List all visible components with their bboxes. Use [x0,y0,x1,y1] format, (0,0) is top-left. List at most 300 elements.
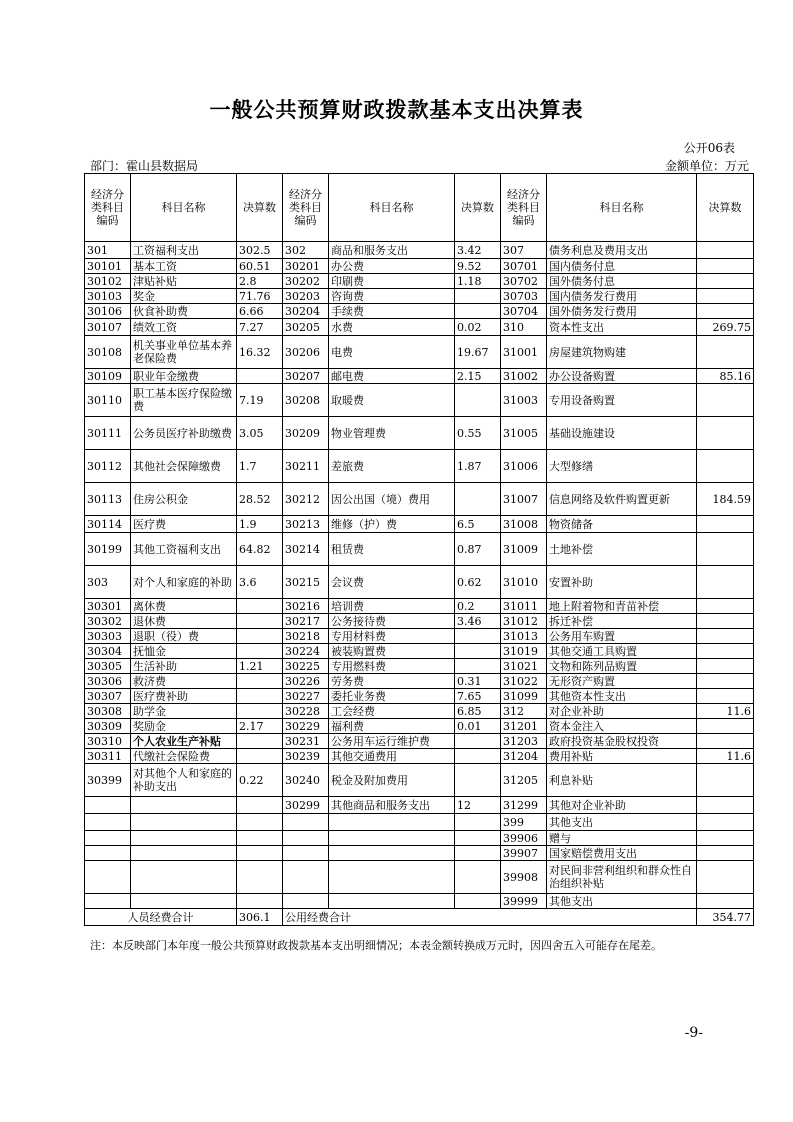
item-name-cell: 退休费 [131,614,237,629]
amount-cell: 2.17 [237,719,283,734]
code-cell: 30218 [283,629,329,644]
amount-cell: 7.27 [237,319,283,336]
table-row [85,644,754,659]
item-name-cell: 公务员医疗补助缴费 [131,417,237,450]
code-cell: 30214 [283,533,329,566]
code-cell: 30106 [85,304,131,319]
table-row [85,289,754,304]
item-name-cell: 专用材料费 [329,629,455,644]
table-row [85,814,754,831]
code-cell: 30240 [283,764,329,797]
code-cell: 31204 [501,749,547,764]
amount-cell [697,242,754,259]
item-name-cell: 劳务费 [329,674,455,689]
amount-cell [697,533,754,566]
item-name-cell: 其他支出 [547,814,697,831]
code-cell [283,814,329,831]
code-cell: 399 [501,814,547,831]
amount-cell: 3.42 [455,242,501,259]
code-cell: 31022 [501,674,547,689]
code-cell: 30225 [283,659,329,674]
amount-cell: 71.76 [237,289,283,304]
amount-cell: 19.67 [455,336,501,369]
code-cell: 30228 [283,704,329,719]
code-cell: 31006 [501,450,547,483]
code-cell: 39906 [501,831,547,846]
amount-cell: 7.19 [237,384,283,417]
code-cell: 30299 [283,797,329,814]
code-cell: 30704 [501,304,547,319]
item-name-cell: 维修（护）费 [329,516,455,533]
amount-cell: 0.62 [455,566,501,599]
table-row [85,319,754,336]
code-cell: 31299 [501,797,547,814]
amount-cell [455,629,501,644]
amount-cell [237,674,283,689]
table-row [85,831,754,846]
item-name-cell: 无形资产购置 [547,674,697,689]
code-cell: 30703 [501,289,547,304]
amount-cell [697,846,754,861]
item-name-cell: 拆迁补偿 [547,614,697,629]
code-cell: 30215 [283,566,329,599]
item-name-cell: 文物和陈列品购置 [547,659,697,674]
code-cell: 30229 [283,719,329,734]
code-cell: 31099 [501,689,547,704]
item-name-cell [131,831,237,846]
table-row [85,704,754,719]
code-cell: 30301 [85,599,131,614]
amount-cell: 11.6 [697,749,754,764]
code-cell: 31001 [501,336,547,369]
code-cell: 30199 [85,533,131,566]
item-name-cell: 公务用车购置 [547,629,697,644]
item-name-cell: 医疗费 [131,516,237,533]
item-name-cell: 国内债务发行费用 [547,289,697,304]
code-cell: 31007 [501,483,547,516]
code-cell: 30399 [85,764,131,797]
code-cell: 30701 [501,259,547,274]
item-name-cell: 奖励金 [131,719,237,734]
code-cell: 30213 [283,516,329,533]
amount-cell [697,894,754,909]
table-row [85,274,754,289]
code-cell: 30212 [283,483,329,516]
amount-cell [237,894,283,909]
amount-cell [697,814,754,831]
amount-cell [237,749,283,764]
amount-cell [237,846,283,861]
code-cell: 30227 [283,689,329,704]
code-cell: 31002 [501,369,547,384]
code-cell: 39908 [501,861,547,894]
item-name-cell: 商品和服务支出 [329,242,455,259]
form-number: 公开06表 [683,141,735,155]
item-name-cell: 职工基本医疗保险缴费 [131,384,237,417]
code-cell: 30201 [283,259,329,274]
table-row [85,797,754,814]
amount-cell: 0.02 [455,319,501,336]
item-name-cell: 因公出国（境）费用 [329,483,455,516]
amount-cell: 302.5 [237,242,283,259]
personnel-total-value: 306.1 [237,909,283,926]
table-row [85,450,754,483]
amount-cell [237,814,283,831]
amount-cell [697,644,754,659]
amount-cell: 28.52 [237,483,283,516]
item-name-cell [329,846,455,861]
item-name-cell: 资本金注入 [547,719,697,734]
item-name-cell: 福利费 [329,719,455,734]
item-name-cell: 公务用车运行维护费 [329,734,455,749]
code-cell: 30113 [85,483,131,516]
amount-cell: 0.31 [455,674,501,689]
code-cell: 30112 [85,450,131,483]
item-name-cell: 对民间非营利组织和群众性自治组织补贴 [547,861,697,894]
amount-cell [455,894,501,909]
code-cell: 30307 [85,689,131,704]
amount-cell [237,599,283,614]
code-cell: 310 [501,319,547,336]
item-name-cell: 税金及附加费用 [329,764,455,797]
code-cell: 30111 [85,417,131,450]
code-cell: 31021 [501,659,547,674]
code-cell [283,846,329,861]
item-name-cell: 抚恤金 [131,644,237,659]
code-cell: 30109 [85,369,131,384]
code-cell: 30309 [85,719,131,734]
item-name-cell: 被装购置费 [329,644,455,659]
header-code-1: 经济分类科目编码 [85,174,131,242]
amount-cell [237,614,283,629]
item-name-cell: 绩效工资 [131,319,237,336]
amount-cell: 11.6 [697,704,754,719]
code-cell: 30303 [85,629,131,644]
table-row [85,566,754,599]
item-name-cell: 债务利息及费用支出 [547,242,697,259]
item-name-cell: 基础设施建设 [547,417,697,450]
table-row [85,629,754,644]
code-cell: 31009 [501,533,547,566]
personnel-total-label: 人员经费合计 [85,909,237,926]
item-name-cell: 国内债务付息 [547,259,697,274]
item-name-cell: 国家赔偿费用支出 [547,846,697,861]
item-name-cell: 基本工资 [131,259,237,274]
code-cell: 30108 [85,336,131,369]
item-name-cell: 对个人和家庭的补助 [131,566,237,599]
amount-cell: 7.65 [455,689,501,704]
item-name-cell: 其他社会保障缴费 [131,450,237,483]
amount-cell: 60.51 [237,259,283,274]
amount-cell: 64.82 [237,533,283,566]
table-row [85,614,754,629]
item-name-cell: 专用设备购置 [547,384,697,417]
amount-cell [697,831,754,846]
amount-cell: 269.75 [697,319,754,336]
amount-cell [455,814,501,831]
table-row [85,674,754,689]
header-amount-1: 决算数 [237,174,283,242]
amount-cell: 9.52 [455,259,501,274]
code-cell: 30304 [85,644,131,659]
code-cell: 30302 [85,614,131,629]
item-name-cell: 其他交通工具购置 [547,644,697,659]
item-name-cell: 助学金 [131,704,237,719]
item-name-cell: 办公费 [329,259,455,274]
amount-cell [237,369,283,384]
amount-cell: 2.8 [237,274,283,289]
table-row [85,861,754,894]
totals-row [85,909,754,926]
amount-cell: 0.55 [455,417,501,450]
amount-cell [237,734,283,749]
amount-cell [697,674,754,689]
table-row [85,659,754,674]
item-name-cell: 房屋建筑物购建 [547,336,697,369]
item-name-cell: 其他交通费用 [329,749,455,764]
item-name-cell: 大型修缮 [547,450,697,483]
item-name-cell: 离休费 [131,599,237,614]
amount-cell: 1.9 [237,516,283,533]
item-name-cell [131,797,237,814]
amount-cell [455,304,501,319]
amount-cell [697,566,754,599]
table-row [85,846,754,861]
code-cell: 30217 [283,614,329,629]
amount-cell [697,289,754,304]
amount-cell [697,719,754,734]
code-cell: 30306 [85,674,131,689]
amount-cell [455,846,501,861]
header-code-2: 经济分类科目编码 [283,174,329,242]
item-name-cell: 退职（役）费 [131,629,237,644]
amount-cell [237,831,283,846]
item-name-cell: 对企业补助 [547,704,697,719]
item-name-cell: 其他支出 [547,894,697,909]
code-cell: 30204 [283,304,329,319]
amount-cell [697,614,754,629]
amount-cell: 2.15 [455,369,501,384]
item-name-cell: 办公设备购置 [547,369,697,384]
item-name-cell: 国外债务发行费用 [547,304,697,319]
amount-cell: 0.87 [455,533,501,566]
amount-cell [697,274,754,289]
amount-cell [697,629,754,644]
item-name-cell: 手续费 [329,304,455,319]
page-number: -9- [684,1025,703,1041]
amount-cell [455,289,501,304]
code-cell: 30206 [283,336,329,369]
code-cell: 31013 [501,629,547,644]
item-name-cell: 专用燃料费 [329,659,455,674]
amount-cell [697,417,754,450]
code-cell: 31003 [501,384,547,417]
amount-cell [697,384,754,417]
code-cell [85,861,131,894]
code-cell: 31203 [501,734,547,749]
table-row [85,483,754,516]
code-cell: 30311 [85,749,131,764]
amount-cell [237,861,283,894]
amount-cell: 184.59 [697,483,754,516]
amount-cell: 1.18 [455,274,501,289]
item-name-cell: 奖金 [131,289,237,304]
header-row [85,174,754,242]
item-name-cell: 利息补贴 [547,764,697,797]
code-cell: 39999 [501,894,547,909]
code-cell: 30208 [283,384,329,417]
code-cell: 31019 [501,644,547,659]
header-name-1: 科目名称 [131,174,237,242]
item-name-cell [131,846,237,861]
amount-cell [455,659,501,674]
code-cell: 30203 [283,289,329,304]
item-name-cell [131,814,237,831]
code-cell: 30310 [85,734,131,749]
amount-cell [455,644,501,659]
table-row [85,749,754,764]
item-name-cell: 个人农业生产补贴 [131,734,237,749]
amount-cell: 6.85 [455,704,501,719]
amount-cell [237,689,283,704]
unit-label: 金额单位：万元 [664,159,749,173]
item-name-cell: 其他对企业补助 [547,797,697,814]
amount-cell [237,644,283,659]
amount-cell [455,384,501,417]
code-cell [283,894,329,909]
table-row [85,259,754,274]
expenditure-table [84,173,754,926]
code-cell: 31011 [501,599,547,614]
department-label: 部门：霍山县数据局 [90,159,199,173]
code-cell [283,831,329,846]
code-cell: 31005 [501,417,547,450]
amount-cell [697,259,754,274]
item-name-cell: 其他工资福利支出 [131,533,237,566]
code-cell: 31010 [501,566,547,599]
code-cell [85,797,131,814]
code-cell [85,846,131,861]
amount-cell [237,629,283,644]
amount-cell: 1.21 [237,659,283,674]
footnote: 注：本反映部门本年度一般公共预算财政拨款基本支出明细情况；本表金额转换成万元时，因四舍五入可能存在尾差。 [90,939,662,952]
item-name-cell [131,861,237,894]
item-name-cell: 工资福利支出 [131,242,237,259]
amount-cell: 1.7 [237,450,283,483]
code-cell: 307 [501,242,547,259]
amount-cell: 3.46 [455,614,501,629]
amount-cell: 16.32 [237,336,283,369]
header-name-2: 科目名称 [329,174,455,242]
public-total-label: 公用经费合计 [283,909,697,926]
item-name-cell [329,831,455,846]
code-cell: 30231 [283,734,329,749]
code-cell: 30102 [85,274,131,289]
table-row [85,384,754,417]
item-name-cell: 地上附着物和青苗补偿 [547,599,697,614]
code-cell: 30224 [283,644,329,659]
table-row [85,894,754,909]
code-cell [85,814,131,831]
code-cell: 39907 [501,846,547,861]
code-cell: 30114 [85,516,131,533]
item-name-cell: 其他资本性支出 [547,689,697,704]
item-name-cell: 费用补贴 [547,749,697,764]
code-cell: 301 [85,242,131,259]
item-name-cell: 机关事业单位基本养老保险费 [131,336,237,369]
code-cell: 303 [85,566,131,599]
table-row [85,369,754,384]
item-name-cell: 水费 [329,319,455,336]
item-name-cell: 安置补助 [547,566,697,599]
table-row [85,516,754,533]
amount-cell [455,483,501,516]
item-name-cell: 生活补助 [131,659,237,674]
item-name-cell: 住房公积金 [131,483,237,516]
item-name-cell: 医疗费补助 [131,689,237,704]
code-cell [85,894,131,909]
item-name-cell: 电费 [329,336,455,369]
amount-cell: 12 [455,797,501,814]
table-row [85,417,754,450]
code-cell: 30205 [283,319,329,336]
item-name-cell: 会议费 [329,566,455,599]
item-name-cell: 邮电费 [329,369,455,384]
amount-cell [455,764,501,797]
header-name-3: 科目名称 [547,174,697,242]
item-name-cell [329,894,455,909]
code-cell: 30702 [501,274,547,289]
code-cell: 30216 [283,599,329,614]
public-total-value: 354.77 [697,909,754,926]
amount-cell [455,749,501,764]
code-cell: 30308 [85,704,131,719]
item-name-cell: 委托业务费 [329,689,455,704]
item-name-cell: 救济费 [131,674,237,689]
item-name-cell: 政府投资基金股权投资 [547,734,697,749]
amount-cell: 0.22 [237,764,283,797]
amount-cell [697,659,754,674]
item-name-cell: 津贴补贴 [131,274,237,289]
item-name-cell: 物业管理费 [329,417,455,450]
header-amount-3: 决算数 [697,174,754,242]
amount-cell [697,304,754,319]
code-cell [85,831,131,846]
item-name-cell: 资本性支出 [547,319,697,336]
header-code-3: 经济分类科目编码 [501,174,547,242]
code-cell: 31201 [501,719,547,734]
item-name-cell: 取暖费 [329,384,455,417]
item-name-cell: 培训费 [329,599,455,614]
item-name-cell: 信息网络及软件购置更新 [547,483,697,516]
item-name-cell: 其他商品和服务支出 [329,797,455,814]
item-name-cell [329,814,455,831]
page-title: 一般公共预算财政拨款基本支出决算表 [209,98,584,122]
table-row [85,533,754,566]
table-row [85,719,754,734]
amount-cell [237,704,283,719]
code-cell: 30107 [85,319,131,336]
amount-cell [455,861,501,894]
amount-cell: 3.05 [237,417,283,450]
code-cell: 30211 [283,450,329,483]
amount-cell [697,599,754,614]
table-row [85,599,754,614]
amount-cell [697,797,754,814]
amount-cell [697,734,754,749]
amount-cell: 6.5 [455,516,501,533]
amount-cell [697,516,754,533]
